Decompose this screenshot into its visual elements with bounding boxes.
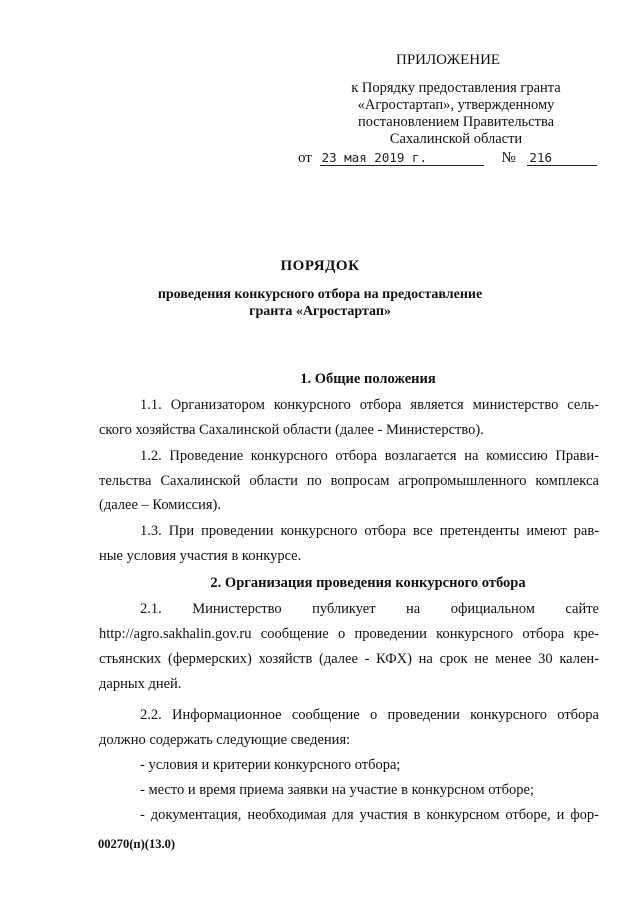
section-heading: 1. Общие положения [300,371,436,387]
paragraph-line: ные условия участия в конкурсе. [99,548,302,564]
list-item: - место и время приема заявки на участие в конкурсном отборе; [140,782,534,798]
list-item: - условия и критерии конкурсного отбора; [140,757,401,773]
appendix-line: к Порядку предоставления гранта [351,80,561,96]
appendix-line: Сахалинской области [389,131,523,147]
paragraph-line: http://agro.sakhalin.gov.ru сообщение о проведении конкурсного отбора кре- [99,626,599,642]
paragraph-line: 1.3. При проведении конкурсного отбора все претенденты имеют рав- [140,523,599,539]
list-item: - документация, необходимая для участия в конкурсном отборе, и фор- [140,807,599,823]
number-label: № [501,150,516,166]
paragraph-line: 1.2. Проведение конкурсного отбора возлагается на комиссию Прави- [140,448,599,464]
section-heading: 2. Организация проведения конкурсного отбора [210,575,526,591]
paragraph-line: 2.1. Министерство публикует на официальном сайте [140,601,599,617]
paragraph-line: ского хозяйства Сахалинской области (далее - Министерство). [99,422,484,438]
paragraph-line: дарных дней. [99,676,182,692]
document-subtitle: проведения конкурсного отбора на предоставление [157,287,483,302]
paragraph-line: должно содержать следующие сведения: [99,732,351,748]
decree-number: 216 [527,151,597,166]
paragraph-line: 2.2. Информационное сообщение о проведении конкурсного отбора [140,707,599,723]
decree-date-row [298,150,597,167]
paragraph-line: стьянских (фермерских) хозяйств (далее - КФХ) на срок не менее 30 кален- [99,651,599,667]
decree-date: 23 мая 2019 г. [320,151,484,166]
document-code: 00270(п)(13.0) [98,837,175,851]
paragraph-line: тельства Сахалинской области по вопросам агропромышленного комплекса [99,473,599,489]
appendix-line: «Агростартап», утвержденному [357,97,555,113]
paragraph-line: 1.1. Организатором конкурсного отбора является министерство сель- [140,397,599,413]
document-title: ПОРЯДОК [280,258,360,274]
document-subtitle: гранта «Агростартап» [249,304,391,319]
from-label: от [298,150,312,166]
paragraph-line: (далее – Комиссия). [99,497,221,513]
appendix-line: постановлением Правительства [357,114,555,130]
appendix-title: ПРИЛОЖЕНИЕ [396,52,501,68]
